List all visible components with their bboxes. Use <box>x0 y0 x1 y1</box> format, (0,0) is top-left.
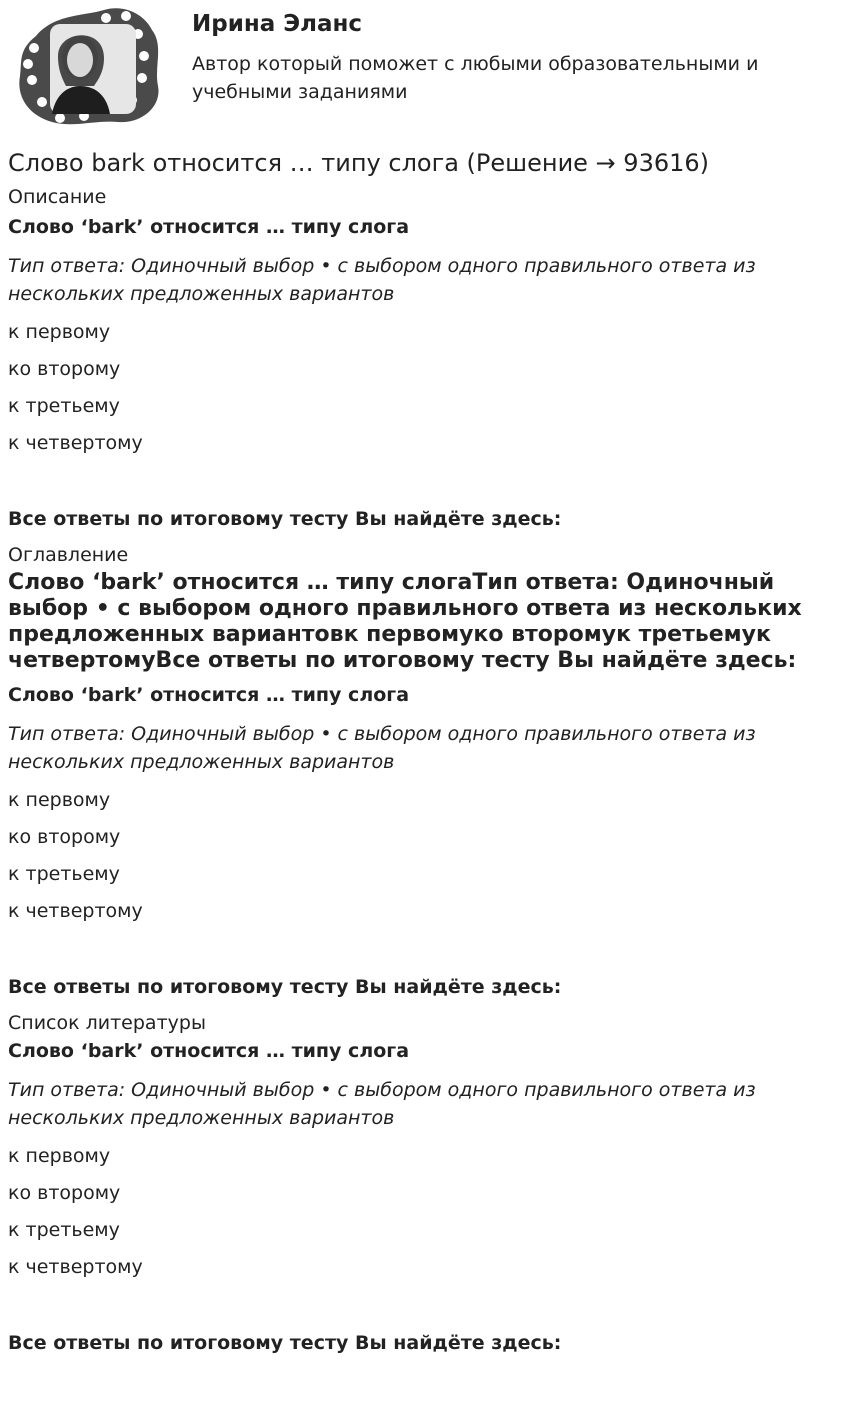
question-title: Слово ‘bark’ относится … типу слога <box>8 216 410 238</box>
answer-option: к четвертому <box>8 900 143 922</box>
answer-option: к первому <box>8 1145 111 1167</box>
author-block <box>8 0 839 130</box>
film-reel-portrait-icon <box>14 6 160 128</box>
question-type: Тип ответа: Одиночный выбор • с выбором одного правильного ответа из нескольких предложенных вариантов <box>8 723 756 773</box>
answer-option: ко второму <box>8 1182 121 1204</box>
all-answers-link[interactable]: Все ответы по итоговому тесту Вы найдёте здесь: <box>8 508 562 530</box>
question-title: Слово ‘bark’ относится … типу слога <box>8 1040 410 1062</box>
answer-option: к третьему <box>8 1219 120 1241</box>
question-type: Тип ответа: Одиночный выбор • с выбором одного правильного ответа из нескольких предложенных вариантов <box>8 1079 756 1129</box>
answer-option: к первому <box>8 321 111 343</box>
toc-heading: Слово ‘bark’ относится … типу слогаТип ответа: Одиночный выбор • с выбором одного правильного ответа из нескольких предложенных вариантовк первомуко второмук третьемук четвертомуВсе ответы по итоговому тесту Вы найдёте здесь: <box>8 570 802 673</box>
question-type: Тип ответа: Одиночный выбор • с выбором одного правильного ответа из нескольких предложенных вариантов <box>8 255 756 305</box>
author-description: Автор который поможет с любыми образовательными и учебными заданиями <box>192 53 759 103</box>
answer-option: к четвертому <box>8 432 143 454</box>
author-name[interactable]: Ирина Эланс <box>192 11 363 37</box>
answer-option: к третьему <box>8 863 120 885</box>
question-title: Слово ‘bark’ относится … типу слога <box>8 684 410 706</box>
answer-option: к четвертому <box>8 1256 143 1278</box>
answer-option: ко второму <box>8 358 121 380</box>
description-label: Описание <box>8 186 107 208</box>
answer-option: к третьему <box>8 395 120 417</box>
literature-label: Список литературы <box>8 1012 206 1034</box>
answer-option: ко второму <box>8 826 121 848</box>
page-title: Слово bark относится … типу слога (Решение → 93616) <box>8 149 710 177</box>
answer-option: к первому <box>8 789 111 811</box>
toc-label: Оглавление <box>8 544 129 566</box>
all-answers-link[interactable]: Все ответы по итоговому тесту Вы найдёте здесь: <box>8 1332 562 1354</box>
all-answers-link[interactable]: Все ответы по итоговому тесту Вы найдёте здесь: <box>8 976 562 998</box>
